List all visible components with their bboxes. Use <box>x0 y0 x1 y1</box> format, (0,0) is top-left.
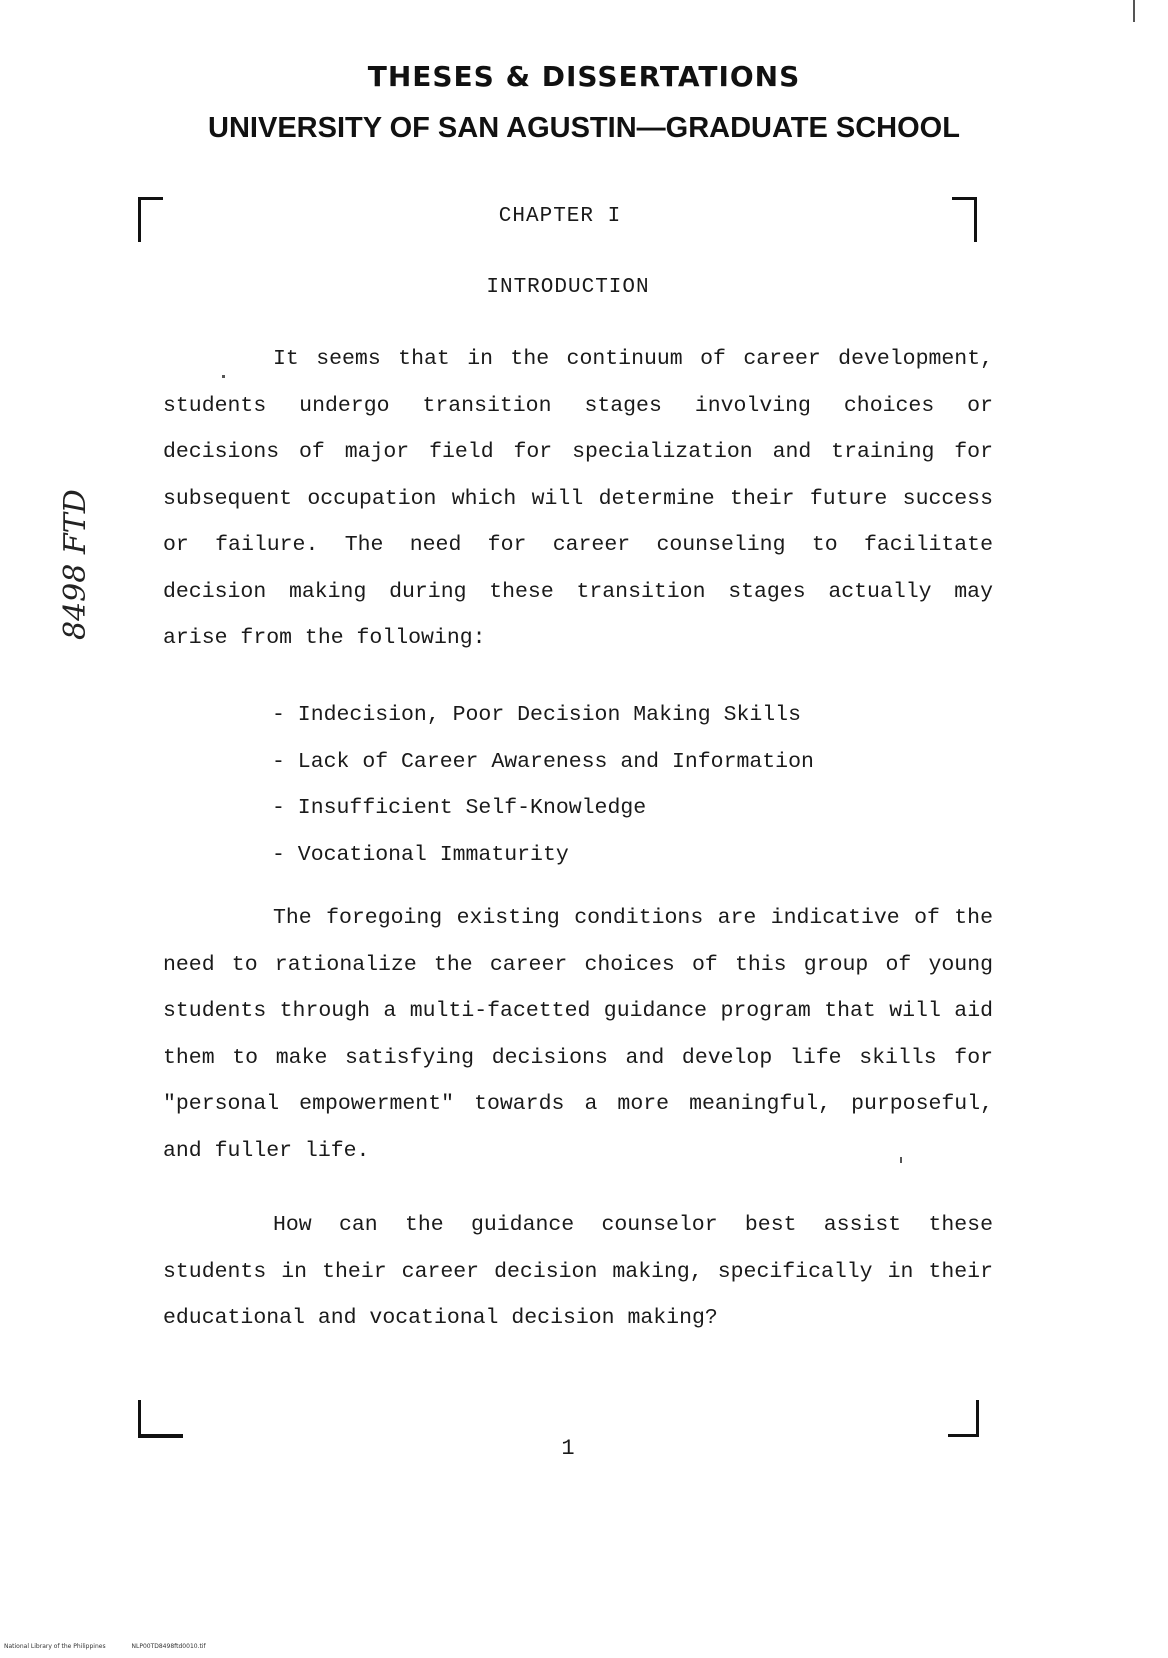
page-number: 1 <box>561 1436 575 1461</box>
paragraph-2: The foregoing existing conditions are indicative of the need to rationalize the career choices of this group of young students through a multi-facetted guidance program that will aid them to make satisfying decisions and develop life skills for "personal empowerment" towards a more meaningful, purposeful, and fuller life. <box>163 906 993 1163</box>
crop-mark-bottom-right <box>948 1400 979 1437</box>
scan-edge-mark <box>1133 0 1135 22</box>
scan-speck <box>900 1157 902 1163</box>
conditions-list <box>272 692 814 878</box>
list-item: - Insufficient Self-Knowledge <box>272 796 647 820</box>
footer-file: NLP00TD8498ftd0010.tif <box>131 1643 206 1650</box>
list-item: - Lack of Career Awareness and Information <box>272 749 814 774</box>
institution-heading: UNIVERSITY OF SAN AGUSTIN—GRADUATE SCHOOL <box>208 112 960 144</box>
paragraph-3: How can the guidance counselor best assist these students in their career decision making, specifically in their educational and vocational decision making? <box>163 1213 993 1330</box>
handwritten-margin-note: 8498 FTD <box>58 489 93 640</box>
crop-mark-bottom-left <box>138 1400 183 1438</box>
footer-library: National Library of the Philippines <box>4 1643 106 1650</box>
scan-speck <box>222 375 225 378</box>
chapter-label: CHAPTER I <box>498 205 622 228</box>
list-item: - Vocational Immaturity <box>272 842 569 867</box>
chapter-title: INTRODUCTION <box>486 276 650 299</box>
paragraph-1: It seems that in the continuum of career development, students undergo transition stages involving choices or decisions of major field for specialization and training for subsequent occupation which will determine their future success or failure. The need for career counseling to facilitate decision making during these transition stages actually may arise from the following: <box>163 347 993 650</box>
scan-footer <box>4 1643 230 1650</box>
list-item: - Indecision, Poor Decision Making Skills <box>272 703 801 727</box>
theses-stamp: THESES & DISSERTATIONS <box>367 60 801 93</box>
